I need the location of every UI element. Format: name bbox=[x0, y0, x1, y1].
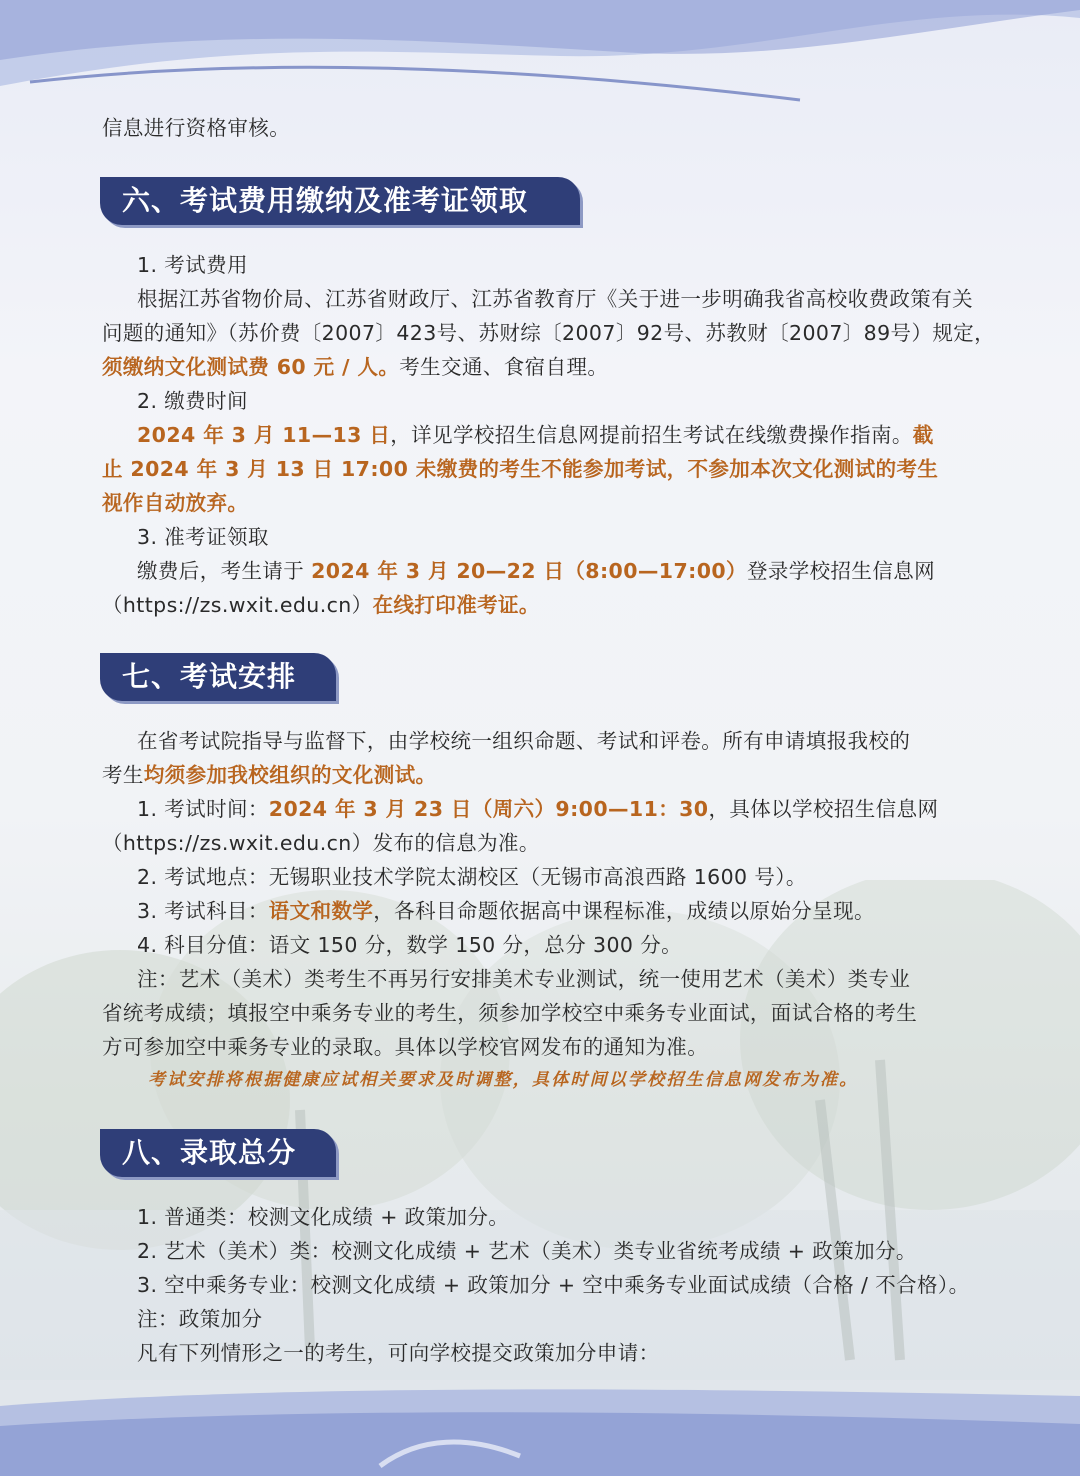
section-8-header bbox=[100, 1129, 336, 1177]
score-general: 1. 普通类：校测文化成绩 + 政策加分。 bbox=[137, 1205, 510, 1229]
deadline-highlight-line-3: 视作自动放弃。 bbox=[102, 491, 249, 515]
must-attend-highlight: 均须参加我校组织的文化测试。 bbox=[143, 763, 437, 787]
payment-guide-text: ，详见学校招生信息网提前招生考试在线缴费操作指南。 bbox=[390, 423, 913, 447]
exam-note-line-2: 省统考成绩；填报空中乘务专业的考生，须参加学校空中乘务专业面试，面试合格的考生 bbox=[102, 1001, 918, 1025]
score-art: 2. 艺术（美术）类：校测文化成绩 + 艺术（美术）类专业省统考成绩 + 政策加分。 bbox=[137, 1239, 917, 1263]
fee-paragraph-line-2: 问题的通知》（苏价费〔2007〕423号、苏财综〔2007〕92号、苏教财〔2007〕89号）规定， bbox=[102, 321, 996, 345]
exam-time-highlight: 2024 年 3 月 23 日（周六）9:00—11：30 bbox=[268, 797, 709, 821]
admission-website-link[interactable]: （https://zs.wxit.edu.cn） bbox=[102, 593, 373, 617]
section-7-title: 七、考试安排 bbox=[122, 660, 297, 693]
subjects-highlight: 语文和数学 bbox=[268, 899, 374, 923]
exam-time-rest: ，具体以学校招生信息网 bbox=[708, 797, 939, 821]
deadline-highlight-line-2: 止 2024 年 3 月 13 日 17:00 未缴费的考生不能参加考试，不参加本次文化测试的考生 bbox=[102, 457, 939, 481]
exam-subjects-label: 3. 考试科目： bbox=[137, 899, 269, 923]
fee-self-expense-text: 考生交通、食宿自理。 bbox=[399, 355, 609, 379]
fee-amount-highlight: 须缴纳文化测试费 60 元 / 人。 bbox=[102, 355, 400, 379]
policy-bonus-intro: 凡有下列情形之一的考生，可向学校提交政策加分申请： bbox=[137, 1341, 660, 1365]
fee-paragraph-line-3 bbox=[102, 350, 608, 384]
bottom-wave-decoration bbox=[0, 1366, 1080, 1476]
exam-note-line-1: 注：艺术（美术）类考生不再另行安排美术专业测试，统一使用艺术（美术）类专业 bbox=[137, 967, 911, 991]
deadline-highlight-start: 截 bbox=[912, 423, 934, 447]
payment-dates-highlight: 2024 年 3 月 11—13 日 bbox=[137, 423, 391, 447]
print-dates-highlight: 2024 年 3 月 20—22 日（8:00—17:00） bbox=[311, 559, 747, 583]
admission-ticket-title: 3. 准考证领取 bbox=[137, 525, 269, 549]
exam-subjects-rest: ，各科目命题依据高中课程标准，成绩以原始分呈现。 bbox=[373, 899, 875, 923]
top-wave-decoration bbox=[0, 0, 1080, 120]
fee-item-title: 1. 考试费用 bbox=[137, 253, 248, 277]
exam-time-label: 1. 考试时间： bbox=[137, 797, 269, 821]
exam-intro-line-2 bbox=[102, 758, 436, 792]
score-flight-attendant: 3. 空中乘务专业：校测文化成绩 + 政策加分 + 空中乘务专业面试成绩（合格 / 不合格）。 bbox=[137, 1273, 970, 1297]
adjustment-notice: 考试安排将根据健康应试相关要求及时调整，具体时间以学校招生信息网发布为准。 bbox=[148, 1070, 859, 1090]
login-text: 登录学校招生信息网 bbox=[746, 559, 936, 583]
continuation-text: 信息进行资格审核。 bbox=[102, 116, 291, 140]
fee-paragraph-line-1: 根据江苏省物价局、江苏省财政厅、江苏省教育厅《关于进一步明确我省高校收费政策有关 bbox=[137, 287, 973, 311]
section-6-title: 六、考试费用缴纳及准考证领取 bbox=[122, 184, 529, 217]
section-7-header bbox=[100, 653, 336, 701]
exam-time-line-1 bbox=[137, 792, 938, 826]
exam-location: 2. 考试地点：无锡职业技术学院太湖校区（无锡市高浪西路 1600 号）。 bbox=[137, 865, 807, 889]
subject-scores: 4. 科目分值：语文 150 分，数学 150 分，总分 300 分。 bbox=[137, 933, 683, 957]
section-6-header bbox=[100, 177, 580, 225]
exam-subjects bbox=[137, 894, 875, 928]
payment-time-line-1 bbox=[137, 418, 934, 452]
print-online-highlight: 在线打印准考证。 bbox=[372, 593, 540, 617]
policy-bonus-note: 注：政策加分 bbox=[137, 1307, 263, 1331]
admission-ticket-line-2 bbox=[102, 588, 540, 622]
section-8-title: 八、录取总分 bbox=[122, 1136, 297, 1169]
admission-ticket-line-1 bbox=[137, 554, 935, 588]
exam-intro-line-1: 在省考试院指导与监督下，由学校统一组织命题、考试和评卷。所有申请填报我校的 bbox=[137, 729, 911, 753]
payment-time-title: 2. 缴费时间 bbox=[137, 389, 248, 413]
exam-intro-candidates: 考生 bbox=[102, 763, 144, 787]
exam-note-line-3: 方可参加空中乘务专业的录取。具体以学校官网发布的通知为准。 bbox=[102, 1035, 709, 1059]
exam-time-line-2: （https://zs.wxit.edu.cn）发布的信息为准。 bbox=[102, 831, 540, 855]
after-payment-text: 缴费后，考生请于 bbox=[137, 559, 312, 583]
